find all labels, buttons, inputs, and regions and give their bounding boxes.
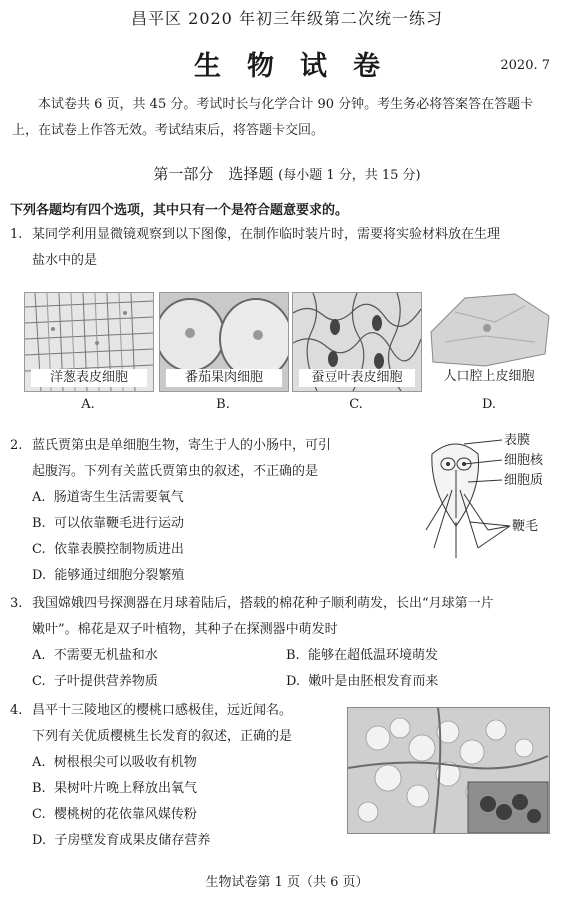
- q1-stem-line2: 盐水中的是: [32, 253, 98, 268]
- broad-bean-epidermis-micrograph: [292, 292, 422, 392]
- q4-option-a-label: A.: [32, 755, 46, 770]
- section-instruction: 下列各题均有四个选项，其中只有一个是符合题意要求的。: [10, 203, 349, 218]
- q4-option-d-label: D.: [32, 833, 47, 848]
- oral-epithelium-micrograph: [425, 292, 553, 390]
- image-b-caption: 番茄果肉细胞: [166, 369, 282, 387]
- q2-option-d-label: D.: [32, 568, 47, 583]
- tomato-pulp-micrograph: [159, 292, 289, 392]
- q4-option-d-text: 子房壁发育成果皮储存营养: [54, 833, 211, 848]
- exam-instructions-paragraph: 本试卷共 6 页，共 45 分。考试时长与化学合计 90 分钟。考生务必将答案答在答题卡上，在试卷上作答无效。考试结束后，将答题卡交回。: [12, 97, 534, 138]
- q2-stem-line2: 起腹泻。下列有关蓝氏贾第虫的叙述，不正确的是: [32, 464, 319, 479]
- exam-date: 2020. 7: [500, 58, 550, 73]
- q2-option-b-text: 可以依靠鞭毛进行运动: [53, 516, 184, 531]
- q1-number: 1.: [10, 227, 23, 242]
- q3-option-a-label: A.: [32, 648, 46, 663]
- q3-option-b-text: 能够在超低温环境萌发: [307, 648, 438, 663]
- q2-option-b-label: B.: [32, 516, 46, 531]
- q2-option-a-label: A.: [32, 490, 46, 505]
- option-b-label: B.: [216, 397, 230, 412]
- q2-number: 2.: [10, 438, 23, 453]
- q3-option-b-label: B.: [286, 648, 300, 663]
- q4-option-c-text: 樱桃树的花依靠风媒传粉: [53, 807, 197, 822]
- q4-number: 4.: [10, 703, 23, 718]
- q4-option-a-text: 树根根尖可以吸收有机物: [53, 755, 197, 770]
- onion-epidermis-micrograph: [24, 292, 154, 392]
- page-footer: 生物试卷第 1 页（共 6 页）: [205, 875, 369, 890]
- image-c-caption: 蚕豆叶表皮细胞: [299, 369, 415, 387]
- q2-stem-line1: 蓝氏贾第虫是单细胞生物，寄生于人的小肠中，可引: [32, 438, 332, 453]
- q3-option-c-label: C.: [32, 674, 46, 689]
- cherry-tree-photo: [347, 707, 550, 834]
- q3-option-d-text: 嫩叶是由胚根发育而来: [308, 674, 439, 689]
- q4-stem-line2: 下列有关优质樱桃生长发育的叙述，正确的是: [32, 729, 293, 744]
- q1-stem-line1: 某同学利用显微镜观察到以下图像，在制作临时装片时，需要将实验材料放在生理: [32, 227, 501, 242]
- q3-option-c-text: 子叶提供营养物质: [53, 674, 158, 689]
- q2-option-d-text: 能够通过细胞分裂繁殖: [54, 568, 185, 583]
- q4-option-b-text: 果树叶片晚上释放出氧气: [53, 781, 197, 796]
- giardia-diagram: [412, 430, 572, 580]
- q3-number: 3.: [10, 596, 23, 611]
- part-one-heading: [0, 163, 574, 184]
- part-title-text: 第一部分 选择题: [153, 165, 274, 183]
- label-cytoplasm: 细胞质: [504, 473, 544, 488]
- q2-option-a-text: 肠道寄生生活需要氧气: [53, 490, 184, 505]
- label-pellicle: 表膜: [504, 433, 531, 448]
- option-d-label: D.: [481, 397, 497, 412]
- option-c-label: C.: [349, 397, 363, 412]
- q3-stem-line1: 我国嫦娥四号探测器在月球着陆后，搭载的棉花种子顺利萌发，长出“月球第一片: [32, 596, 494, 611]
- q2-option-c-label: C.: [32, 542, 46, 557]
- q4-stem-line1: 昌平十三陵地区的樱桃口感极佳，远近闻名。: [32, 703, 293, 718]
- q3-option-a-text: 不需要无机盐和水: [53, 648, 158, 663]
- image-d-caption: 人口腔上皮细胞: [431, 368, 547, 386]
- q3-option-d-label: D.: [286, 674, 301, 689]
- label-flagellum: 鞭毛: [512, 519, 539, 534]
- part-score-note: (每小题 1 分，共 15 分): [278, 168, 421, 183]
- q4-option-b-label: B.: [32, 781, 46, 796]
- school-exam-heading: 昌平区 2020 年初三年级第二次统一练习: [131, 9, 443, 28]
- q4-option-c-label: C.: [32, 807, 46, 822]
- image-a-caption: 洋葱表皮细胞: [31, 369, 147, 387]
- q2-option-c-text: 依靠表膜控制物质进出: [53, 542, 184, 557]
- option-a-label: A.: [81, 397, 95, 412]
- page-title: 生物试卷: [194, 51, 406, 82]
- q3-stem-line2: 嫩叶”。棉花是双子叶植物，其种子在探测器中萌发时: [32, 622, 338, 637]
- label-nucleus: 细胞核: [504, 453, 544, 468]
